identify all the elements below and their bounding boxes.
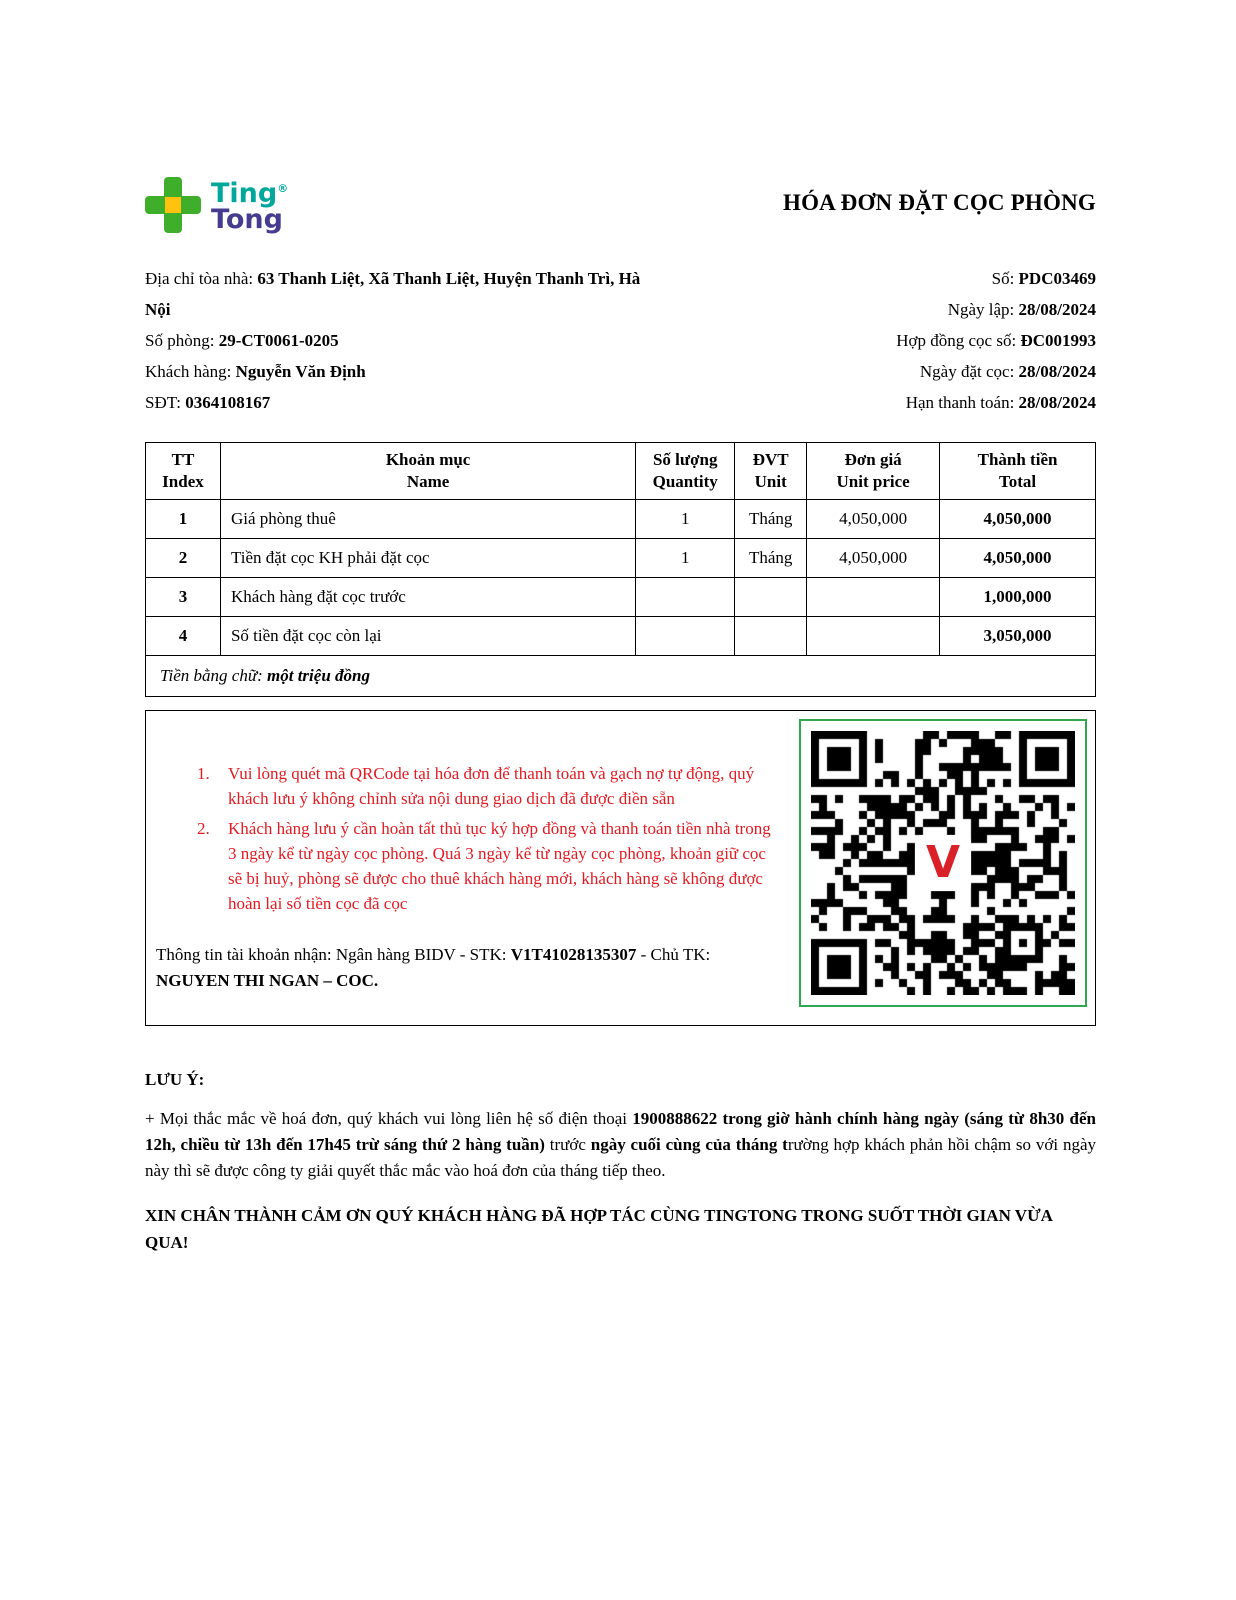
col-header-total: Thành tiền Total <box>940 443 1096 500</box>
amount-in-words-cell <box>146 656 1096 697</box>
row4-quantity <box>636 617 735 656</box>
deposit-contract-value: ĐC001993 <box>1020 331 1096 350</box>
invoice-content <box>145 176 1096 1256</box>
building-address-label: Địa chỉ tòa nhà: <box>145 269 258 288</box>
row4-total: 3,050,000 <box>940 617 1096 656</box>
contact-note-part-1: + Mọi thắc mắc về hoá đơn, quý khách vui lòng liên hệ số điện thoại <box>145 1109 633 1128</box>
customer-phone <box>145 387 655 418</box>
tingtong-logo <box>145 176 288 233</box>
header <box>145 176 1096 233</box>
deposit-contract-number <box>896 325 1096 356</box>
row2-name: Tiền đặt cọc KH phải đặt cọc <box>220 539 635 578</box>
row1-unit-price: 4,050,000 <box>807 500 940 539</box>
invoice-info <box>145 263 1096 418</box>
room-number-label: Số phòng: <box>145 331 219 350</box>
table-row-1 <box>146 500 1096 539</box>
issue-date-label: Ngày lập: <box>947 300 1019 319</box>
room-number <box>145 325 655 356</box>
building-address-value: 63 Thanh Liệt, Xã Thanh Liệt, Huyện Thanh Trì, Hà Nội <box>145 269 641 319</box>
col-header-index: TT Index <box>146 443 221 500</box>
bank-account-info <box>156 942 777 994</box>
row3-name: Khách hàng đặt cọc trước <box>220 578 635 617</box>
amount-in-words-label: Tiền bằng chữ: <box>160 666 268 685</box>
deposit-date-value: 28/08/2024 <box>1018 362 1096 381</box>
row2-index: 2 <box>146 539 221 578</box>
row4-unit-price <box>807 617 940 656</box>
row3-index: 3 <box>146 578 221 617</box>
row1-unit: Tháng <box>735 500 807 539</box>
invoice-number-label: Số: <box>991 269 1019 288</box>
payment-notes-box <box>145 710 1096 1026</box>
row1-quantity: 1 <box>636 500 735 539</box>
deposit-date <box>896 356 1096 387</box>
customer-name-value: Nguyễn Văn Định <box>235 362 366 381</box>
vietqr-logo <box>915 835 971 891</box>
note-item-1: 1. Vui lòng quét mã QRCode tại hóa đơn để thanh toán và gạch nợ tự động, quý khách lưu ý không chỉnh sửa nội dung giao dịch đã được điền sẵn <box>214 761 777 811</box>
account-holder-name: NGUYEN THI NGAN – COC. <box>156 971 379 990</box>
thank-you-message: XIN CHÂN THÀNH CẢM ƠN QUÝ KHÁCH HÀNG ĐÃ HỢP TÁC CÙNG TINGTONG TRONG SUỐT THỜI GIAN VỪA QUA! <box>145 1206 1052 1252</box>
col-header-quantity: Số lượng Quantity <box>636 443 735 500</box>
row3-unit <box>735 578 807 617</box>
table-row-2 <box>146 539 1096 578</box>
row3-quantity <box>636 578 735 617</box>
customer-name-label: Khách hàng: <box>145 362 236 381</box>
contact-phone-hours: 1900888622 trong giờ hành chính hàng ngày (sáng từ 8h30 đến 12h, chiều từ 13h đến 17h45 trừ sáng thứ 2 hàng tuần) <box>145 1109 1096 1154</box>
col-header-name: Khoản mục Name <box>220 443 635 500</box>
col-header-unit-price: Đơn giá Unit price <box>807 443 940 500</box>
room-number-value: 29-CT0061-0205 <box>218 331 339 350</box>
logo-text <box>211 176 288 233</box>
row1-total: 4,050,000 <box>940 500 1096 539</box>
registered-trademark-mark: ® <box>277 182 289 195</box>
contact-note-part-3: rường hợp khách phản hồi chậm so với ngày này thì sẽ được công ty giải quyết thắc mắc vào hoá đơn của tháng tiếp theo. <box>145 1135 1096 1180</box>
note-item-2: 2. Khách hàng lưu ý cần hoàn tất thủ tục ký hợp đồng và thanh toán tiền nhà trong 3 ngày kể từ ngày cọc phòng. Quá 3 ngày kể từ ngày cọc phòng, khoản giữ cọc sẽ bị huỷ, phòng sẽ được cho thuê khách hàng mới, khách hàng sẽ không được hoàn lại số tiền cọc đã cọc <box>214 816 777 916</box>
invoice-meta <box>896 263 1096 418</box>
row4-index: 4 <box>146 617 221 656</box>
vietqr-logo-letter: V <box>925 837 961 888</box>
deposit-contract-label: Hợp đồng cọc số: <box>896 331 1021 350</box>
logo-text-ting <box>211 176 288 207</box>
invoice-number-value: PDC03469 <box>1018 269 1096 288</box>
payment-notes-list <box>214 761 777 916</box>
row4-unit <box>735 617 807 656</box>
account-holder-label: - Chủ TK: <box>636 945 711 964</box>
customer-phone-value: 0364108167 <box>185 393 271 412</box>
row2-unit-price: 4,050,000 <box>807 539 940 578</box>
row1-index: 1 <box>146 500 221 539</box>
payment-due-date <box>896 387 1096 418</box>
invoice-title: HÓA ĐƠN ĐẶT CỌC PHÒNG <box>782 190 1096 215</box>
payment-due-value: 28/08/2024 <box>1018 393 1096 412</box>
contact-note <box>145 1106 1096 1184</box>
row3-total: 1,000,000 <box>940 578 1096 617</box>
invoice-items-table <box>145 442 1096 697</box>
logo-word-ting: Ting <box>211 178 278 209</box>
issue-date-value: 28/08/2024 <box>1018 300 1096 319</box>
amount-in-words-value: một triệu đồng <box>267 666 370 685</box>
logo-center-square <box>165 197 181 213</box>
payment-due-label: Hạn thanh toán: <box>905 393 1019 412</box>
contact-note-part-2: trước <box>544 1135 591 1154</box>
row4-name: Số tiền đặt cọc còn lại <box>220 617 635 656</box>
row3-unit-price <box>807 578 940 617</box>
payment-qr-code <box>799 719 1087 1007</box>
invoice-number <box>896 263 1096 294</box>
row2-unit: Tháng <box>735 539 807 578</box>
deposit-date-label: Ngày đặt cọc: <box>919 362 1019 381</box>
row2-total: 4,050,000 <box>940 539 1096 578</box>
col-header-unit: ĐVT Unit <box>735 443 807 500</box>
table-row-3 <box>146 578 1096 617</box>
logo-text-tong: Tong <box>211 204 283 235</box>
tingtong-plus-icon <box>145 177 201 233</box>
bank-account-number: V1T41028135307 <box>510 945 637 964</box>
building-address <box>145 263 655 325</box>
row2-quantity: 1 <box>636 539 735 578</box>
bank-account-label: Thông tin tài khoản nhận: Ngân hàng BIDV - STK: <box>156 945 511 964</box>
customer-info <box>145 263 655 418</box>
customer-phone-label: SĐT: <box>145 393 186 412</box>
row1-name: Giá phòng thuê <box>220 500 635 539</box>
payment-notes <box>152 717 799 1019</box>
amount-in-words-row <box>146 656 1096 697</box>
table-header-row <box>146 443 1096 500</box>
issue-date <box>896 294 1096 325</box>
footer-notes <box>145 1070 1096 1256</box>
note-heading: LƯU Ý: <box>145 1070 205 1089</box>
customer-name <box>145 356 655 387</box>
table-row-4 <box>146 617 1096 656</box>
contact-deadline: ngày cuối cùng của tháng t <box>590 1135 788 1154</box>
